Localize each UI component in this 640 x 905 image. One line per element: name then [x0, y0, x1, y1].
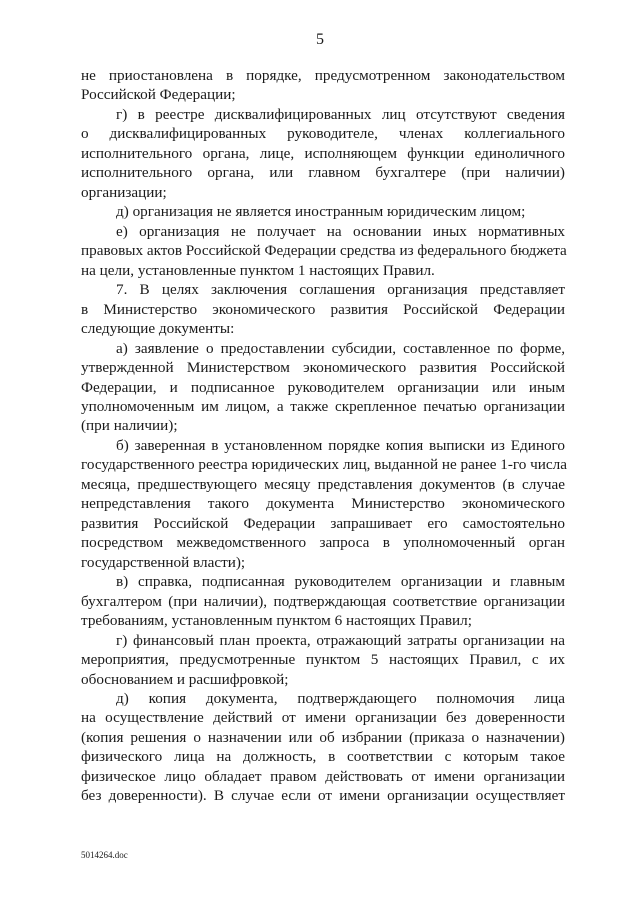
text-line: Федерации, и подписанное руководителем организации или иным [81, 378, 565, 396]
text-line: утвержденной Министерством экономического развития Российской [81, 359, 565, 377]
text-line: (при наличии); [81, 417, 178, 435]
text-line: на цели, установленные пунктом 1 настоящих Правил. [81, 261, 435, 279]
text-line: а) заявление о предоставлении субсидии, составленное по форме, [116, 339, 565, 357]
text-line: в) справка, подписанная руководителем организации и главным [116, 573, 565, 591]
text-line: развития Российской Федерации запрашивает его самостоятельно [81, 514, 565, 532]
text-line: бухгалтером (при наличии), подтверждающая соответствие организации [81, 592, 565, 610]
text-line: государственной власти); [81, 553, 246, 571]
text-line: уполномоченным им лицом, а также скрепленное печатью организации [81, 397, 565, 415]
text-line: обоснованием и расшифровкой; [81, 670, 289, 688]
text-line: г) финансовый план проекта, отражающий затраты организации на [116, 631, 565, 649]
text-line: Российской Федерации; [81, 86, 236, 104]
text-line: посредством межведомственного запроса в уполномоченный орган [81, 534, 565, 552]
text-line: г) в реестре дисквалифицированных лиц отсутствуют сведения [116, 105, 565, 123]
text-line: на осуществление действий от имени организации без доверенности [81, 709, 565, 727]
text-line: не приостановлена в порядке, предусмотренном законодательством [81, 67, 565, 84]
text-line: физического лица на должность, в соответствии с которым такое [81, 748, 565, 766]
text-line: организации; [81, 183, 167, 201]
text-line: следующие документы: [81, 320, 235, 338]
text-line: требованиям, установленным пунктом 6 настоящих Правил; [81, 612, 472, 630]
text-line: мероприятия, предусмотренные пунктом 5 настоящих Правил, с их [81, 651, 565, 669]
text-line: е) организация не получает на основании иных нормативных [116, 222, 565, 240]
text-line: исполнительного органа, или главном бухгалтере (при наличии) [81, 164, 565, 182]
text-line: месяца, предшествующего месяцу представления документов (в случае [81, 475, 565, 493]
text-line: государственного реестра юридических лиц, выданной не ранее 1-го числа [81, 456, 567, 474]
text-line: д) организация не является иностранным юридическим лицом; [116, 203, 526, 221]
text-line: правовых актов Российской Федерации средства из федерального бюджета [81, 242, 567, 260]
text-line: б) заверенная в установленном порядке копия выписки из Единого [116, 436, 565, 454]
text-line: без доверенности). В случае если от имени организации осуществляет [81, 787, 565, 805]
body-text [81, 66, 565, 806]
page-number: 5 [316, 31, 324, 48]
text-line: непредставления такого документа Министерство экономического [81, 495, 565, 513]
text-line: д) копия документа, подтверждающего полномочия лица [116, 690, 565, 707]
text-line: о дисквалифицированных руководителе, членах коллегиального [81, 125, 565, 143]
text-line: исполнительного органа, лице, исполняющем функции единоличного [81, 144, 565, 162]
text-line: в Министерство экономического развития Российской Федерации [81, 300, 565, 318]
text-line: 7. В целях заключения соглашения организация представляет [116, 281, 565, 299]
footer-file-code: 5014264.doc [81, 850, 128, 860]
text-line: физическое лицо обладает правом действовать от имени организации [81, 767, 565, 785]
text-line: (копия решения о назначении или об избрании (приказа о назначении) [81, 728, 565, 746]
